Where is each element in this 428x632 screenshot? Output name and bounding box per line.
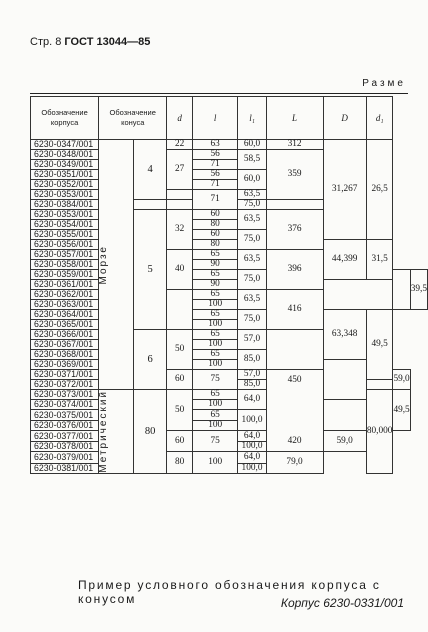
D-value [393,270,410,310]
d1-value: 49,5 [393,390,410,431]
body-code: 6230-0376/001 [31,421,99,431]
body-code: 6230-0357/001 [31,250,99,260]
l-value: 65 [192,310,237,320]
l-value: 71 [192,190,237,210]
d-value [167,200,193,210]
l1-value: 100,0 [238,442,266,452]
body-code: 6230-0349/001 [31,160,99,170]
cone-number: 80 [134,390,167,474]
table-row [31,280,428,290]
body-code: 6230-0379/001 [31,452,99,463]
d-value: 22 [167,140,193,150]
l-value: 100 [192,360,237,370]
l-value: 63 [192,140,237,150]
d1-value: 59,0 [323,431,366,452]
D-value: 31,267 [323,140,366,240]
body-code: 6230-0371/001 [31,370,99,380]
body-code: 6230-0365/001 [31,320,99,330]
l-value: 56 [192,170,237,180]
body-code: 6230-0356/001 [31,240,99,250]
d1-value: 49,5 [366,310,393,380]
cone-number: 6 [134,330,167,390]
d-value [167,190,193,200]
d-value: 32 [167,210,193,250]
L-value: 416 [266,290,323,330]
l-value: 71 [192,160,237,170]
d-value: 80 [167,452,193,473]
l-value: 65 [192,410,237,421]
l-value: 80 [192,220,237,230]
l-value: 90 [192,280,237,290]
L-value [266,370,323,452]
col-header-D: D [323,97,366,140]
l-value: 80 [192,240,237,250]
body-code: 6230-0372/001 [31,380,99,390]
body-code: 6230-0377/001 [31,431,99,442]
body-code: 6230-0359/001 [31,270,99,280]
d-value: 50 [167,330,193,370]
l1-value: 75,0 [238,270,266,290]
l-value: 56 [192,150,237,160]
col-header-cone: Обозначение конуса [99,97,167,140]
l1-value: 57,0 [238,330,266,350]
l1-value: 75,0 [238,310,266,330]
l1-value: 64,0 [238,431,266,442]
l-value: 75 [192,370,237,390]
cone-group-metric: Метрический [99,390,134,474]
l1-value: 85,0 [238,380,266,390]
table-header-row [31,97,428,140]
cone-group-morse: Морзе [99,140,134,390]
l-value: 65 [192,290,237,300]
body-code: 6230-0348/001 [31,150,99,160]
l1-value: 63,5 [238,290,266,310]
body-code: 6230-0361/001 [31,280,99,290]
col-header-L: L [266,97,323,140]
body-code: 6230-0378/001 [31,442,99,452]
body-code: 6230-0384/001 [31,200,99,210]
body-code: 6230-0351/001 [31,170,99,180]
l1-value: 100,0 [238,463,266,473]
l1-value: 100,0 [238,410,266,431]
table-row [31,390,428,400]
l-value: 60 [192,230,237,240]
body-code: 6230-0373/001 [31,390,99,400]
l1-value: 64,0 [238,452,266,463]
section-title: Разме [362,78,406,89]
L-value-upper: 450 [287,374,302,385]
L-value [266,200,323,210]
body-code: 6230-0366/001 [31,330,99,340]
l-value: 60 [192,210,237,220]
body-code: 6230-0369/001 [31,360,99,370]
body-code: 6230-0374/001 [31,400,99,410]
l-value: 75 [192,431,237,452]
body-code: 6230-0381/001 [31,463,99,473]
l1-value: 63,5 [238,250,266,270]
l-value: 100 [192,300,237,310]
l-value: 100 [192,452,237,473]
col-header-d1: d₁ [366,97,393,140]
l-value: 100 [192,421,237,431]
l1-value: 75,0 [238,200,266,210]
D-value [323,360,366,400]
l-value: 65 [192,390,237,400]
body-code: 6230-0362/001 [31,290,99,300]
d1-value: 26,5 [366,140,393,240]
body-code: 6230-0353/001 [31,190,99,200]
table-row [31,310,428,320]
d-value [167,290,193,330]
body-code: 6230-0368/001 [31,350,99,360]
l-value: 100 [192,340,237,350]
example-value: Корпус 6230-0331/001 [280,596,404,610]
body-code: 6230-0353/001 [31,210,99,220]
l1-value: 60,0 [238,140,266,150]
table-row [31,290,428,300]
body-code: 6230-0367/001 [31,340,99,350]
page-header [30,36,150,48]
l1-value: 64,0 [238,390,266,410]
l-value: 100 [192,320,237,330]
L-value: 376 [266,210,323,250]
col-header-l1: l₁ [238,97,266,140]
example-title: Пример условного обозначения корпуса с конусом [78,578,381,606]
d-value: 27 [167,150,193,190]
cone-number [134,200,167,210]
l1-value: 60,0 [238,170,266,190]
body-code: 6230-0364/001 [31,310,99,320]
d1-value: 31,5 [366,240,393,280]
d-value: 40 [167,250,193,290]
l-value: 65 [192,330,237,340]
body-code: 6230-0375/001 [31,410,99,421]
page-number: Стр. 8 [30,36,62,48]
table-row [31,140,428,150]
l1-value: 63,5 [238,210,266,230]
body-code: 6230-0347/001 [31,140,99,150]
D-value: 44,399 [323,240,366,280]
l-value: 65 [192,270,237,280]
body-code: 6230-0354/001 [31,220,99,230]
body-code: 6230-0355/001 [31,230,99,240]
l1-value: 85,0 [238,350,266,370]
l-value: 71 [192,180,237,190]
col-header-body: Обозначение корпуса [31,97,99,140]
l-value: 100 [192,400,237,410]
l-value: 65 [192,350,237,360]
table-row [31,300,428,310]
d1-value: 59,0 [393,370,410,390]
cone-number: 5 [134,210,167,330]
L-value [266,330,323,370]
d1-value: 39,5 [410,270,427,310]
standard-code: ГОСТ 13044—85 [64,36,151,48]
L-value-lower: 420 [287,435,302,446]
l1-value: 75,0 [238,230,266,250]
body-code: 6230-0358/001 [31,260,99,270]
l1-value: 58,5 [238,150,266,170]
d-value: 60 [167,370,193,390]
l1-value: 63,5 [238,190,266,200]
col-header-l: l [192,97,237,140]
table-row [31,240,428,250]
D-value: 80,000 [366,390,393,474]
L-value: 312 [266,140,323,150]
cone-number: 4 [134,140,167,200]
l-value: 65 [192,250,237,260]
l1-value: 57,0 [238,370,266,380]
L-value: 359 [266,150,323,200]
d1-value: 79,0 [266,452,323,473]
body-code: 6230-0363/001 [31,300,99,310]
D-value: 63,348 [323,310,366,360]
divider [30,93,408,94]
L-value: 396 [266,250,323,290]
l-value: 90 [192,260,237,270]
dimensions-table [30,96,428,474]
d-value: 60 [167,431,193,452]
body-code: 6230-0352/001 [31,180,99,190]
d-value: 50 [167,390,193,431]
col-header-d: d [167,97,193,140]
